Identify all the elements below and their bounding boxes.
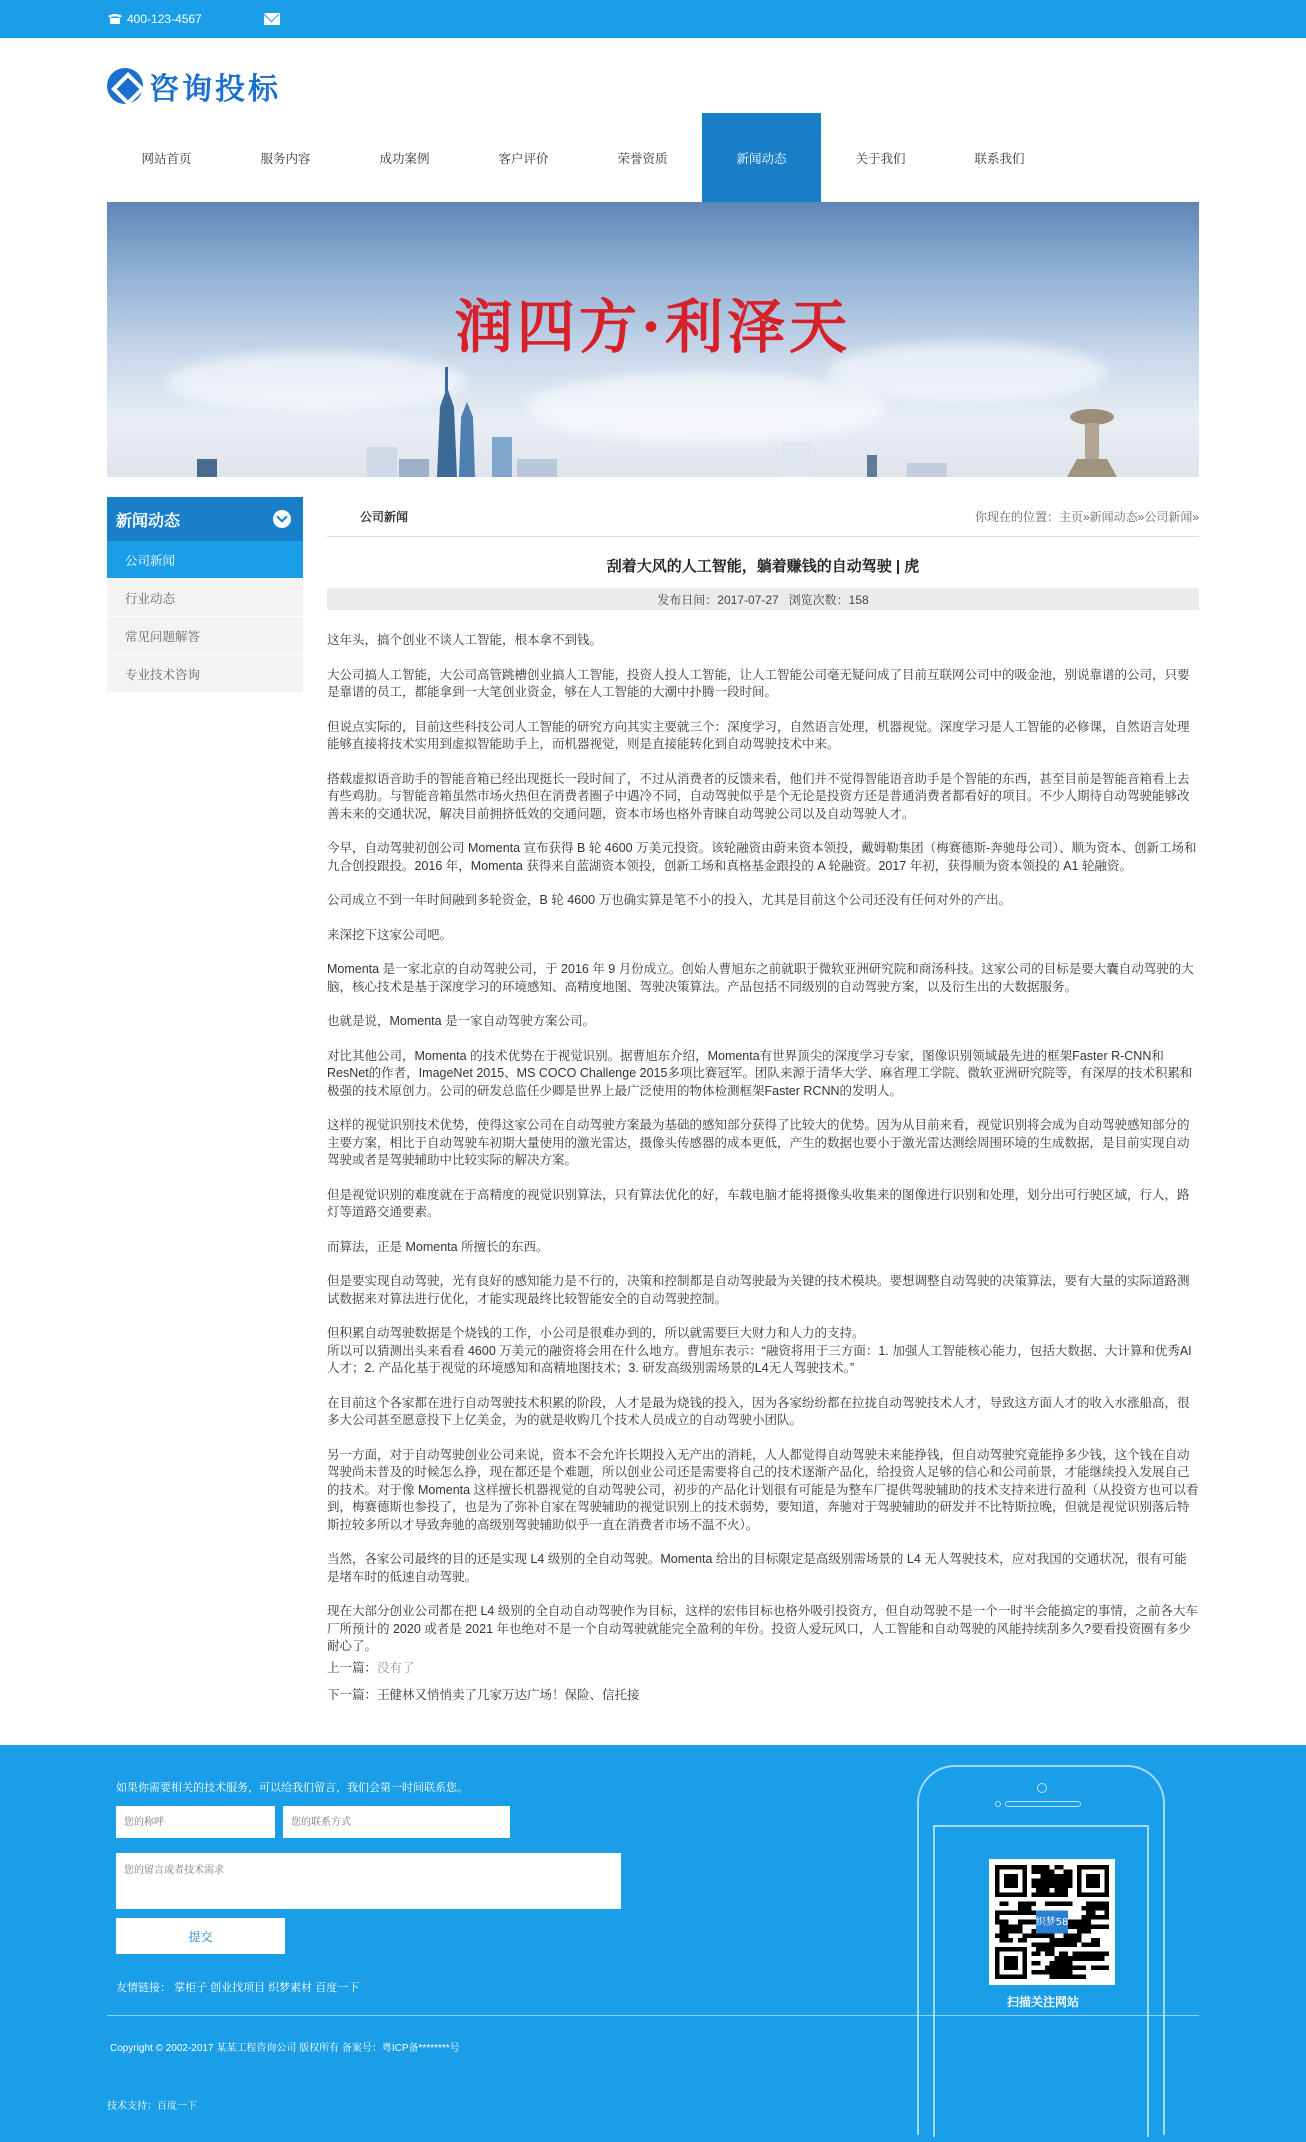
sidebar-item[interactable]: 专业技术咨询 xyxy=(107,655,303,693)
qr-center-label: 织梦58 xyxy=(1035,1917,1069,1929)
nav-item[interactable]: 关于我们 xyxy=(855,151,906,166)
sidebar xyxy=(107,497,303,1704)
prev-article: 上一篇：没有了 xyxy=(327,1660,415,1675)
publish-date: 发布日间：2017-07-27 xyxy=(657,592,779,607)
banner-title: 润四方·利泽天 xyxy=(454,293,852,361)
nav-item[interactable]: 成功案例 xyxy=(379,151,430,166)
view-count: 浏览次数：158 xyxy=(788,592,869,607)
tech-support: 技术支持：百度一下 xyxy=(107,2101,197,2112)
article-paragraph: 搭载虚拟语音助手的智能音箱已经出现挺长一段时间了，不过从消费者的反馈来看，他们并不觉得智能语音助手是个智能的东西，甚至目前是智能音箱看上去有些鸡肋。与智能音箱虽然市场火热但在消费者圈子中遇冷不同，自动驾驶似乎是个无论是投资方还是普通消费者都看好的项目。不少人期待自动驾驶能够改善未来的交通状况，解决目前拥挤低效的交通问题，资本市场也格外青睐自动驾驶公司以及自动驾驶人才。 xyxy=(327,771,1190,821)
header xyxy=(107,38,1199,202)
main-nav xyxy=(107,113,1059,202)
article-paragraph: 另一方面，对于自动驾驶创业公司来说，资本不会允许长期投入无产出的消耗，人人都觉得自动驾驶未来能挣钱，但自动驾驶究竟能挣多少钱，这个钱在自动驾驶尚未普及的时候怎么挣，现在都还是个难题，所以创业公司还是需要将自己的技术逐渐产品化，给投资人足够的信心和公司前景，才能继续投入发展自己的技术。对于像 Momenta 这样擅长机器视觉的自动驾驶公司，初步的产品化计划很有可能是为整车厂提供驾驶辅助的技术支持来进行盈利（从投资方也可以看到，梅赛德斯也参投了，也是为了弥补自家在驾驶辅助的视觉识别上的技术弱势，要知道，奔驰对于驾驶辅助的研发并不比特斯拉晚，但就是视觉识别落后特斯拉较多所以才导致奔驰的高级别驾驶辅助似乎一直在消费者市场不温不火）。 xyxy=(327,1447,1199,1532)
message-textarea[interactable] xyxy=(116,1853,621,1909)
friend-links[interactable]: 友情链接： 掌柜子 创业找项目 织梦素材 百度一下 xyxy=(116,1982,360,1994)
prev-article-link[interactable]: 没有了 xyxy=(377,1660,415,1675)
qr-code xyxy=(989,1859,1115,1985)
mail-icon[interactable] xyxy=(264,13,280,25)
article-paragraph: 来深挖下这家公司吧。 xyxy=(327,927,453,942)
phone-sensor-icon xyxy=(995,1801,1001,1807)
article-paragraph: 但积累自动驾驶数据是个烧钱的工作，小公司是很难办到的，所以就需要巨大财力和人力的支持。 xyxy=(327,1326,865,1340)
top-bar xyxy=(0,0,1306,38)
phone-camera-icon xyxy=(1037,1783,1047,1793)
copyright: Copyright © 2002-2017 某某工程咨询公司 版权所有 备案号：粤ICP备********号 xyxy=(110,2043,460,2054)
article-meta xyxy=(327,588,1199,610)
article-paragraph: 公司成立不到一年时间融到多轮资金，B 轮 4600 万也确实算是笔不小的投入，尤其是目前这个公司还没有任何对外的产出。 xyxy=(327,893,1012,907)
nav-item[interactable]: 客户评价 xyxy=(498,151,549,166)
nav-item[interactable]: 网站首页 xyxy=(141,151,192,166)
article-paragraph: 但是视觉识别的难度就在于高精度的视觉识别算法，只有算法优化的好，车载电脑才能将摄像头收集来的图像进行识别和处理，划分出可行驶区域，行人，路灯等道路交通要素。 xyxy=(327,1187,1190,1219)
article-paragraph: 也就是说，Momenta 是一家自动驾驶方案公司。 xyxy=(327,1014,596,1028)
scan-label: 扫描关注网站 xyxy=(1006,1995,1079,2009)
main-content xyxy=(327,497,1199,1704)
footer xyxy=(0,1745,1306,2142)
article-paragraph: 但说点实际的，目前这些科技公司人工智能的研究方向其实主要就三个：深度学习，自然语言处理，机器视觉。深度学习是人工智能的必修课，自然语言处理能够直接将技术实用到虚拟智能助手上，而机器视觉，则是直接能转化到自动驾驶技术中来。 xyxy=(327,719,1190,751)
sidebar-header xyxy=(107,497,303,541)
phone-icon xyxy=(107,13,123,25)
hero-banner xyxy=(107,202,1199,477)
article-paragraph: 但是要实现自动驾驶，光有良好的感知能力是不行的，决策和控制都是自动驾驶最为关键的技术模块。要想调整自动驾驶的决策算法，要有大量的实际道路测试数据来对算法进行优化，才能实现最终比较智能安全的自动驾驶控制。 xyxy=(327,1274,1190,1306)
phone-screen xyxy=(933,1825,1149,2137)
next-article: 下一篇：王健林又悄悄卖了几家万达广场！保险、信托接 xyxy=(327,1687,640,1702)
nav-item[interactable]: 新闻动态 xyxy=(702,113,821,202)
article-paragraph: 这样的视觉识别技术优势，使得这家公司在自动驾驶方案最为基础的感知部分获得了比较大的优势。因为从目前来看，视觉识别将会成为自动驾驶感知部分的主要方案，相比于自动驾驶车初期大量使用的激光雷达，摄像头传感器的成本更低，产生的数据也要小于激光雷达测绘周围环境的生成数据，是目前实现自动驾驶或者是驾驶辅助中比较实际的解决方案。 xyxy=(327,1118,1190,1167)
footer-message: 如果你需要相关的技术服务，可以给我们留言，我们会第一时间联系您。 xyxy=(116,1782,468,1794)
article-paragraph: 在目前这个各家都在进行自动驾驶技术积累的阶段，人才是最为烧钱的投入，因为各家纷纷都在拉拢自动驾驶技术人才，导致这方面人才的收入水涨船高，很多大公司甚至愿意投下上亿美金，为的就是收购几个技术人员成立的自动驾驶小团队。 xyxy=(327,1395,1190,1427)
sidebar-title: 新闻动态 xyxy=(116,512,181,530)
sidebar-item[interactable]: 行业动态 xyxy=(107,579,303,617)
chevron-down-icon[interactable] xyxy=(273,510,291,528)
phone-speaker-icon xyxy=(1005,1801,1081,1807)
contact-input[interactable] xyxy=(283,1806,510,1838)
article-paragraph: 所以可以猜测出头来看看 4600 万美元的融资将会用在什么地方。曹旭东表示：“融资将用于三方面：1. 加强人工智能核心能力，包括大数据、大计算和优秀AI人才；2. 产品化基于视觉的环境感知和高精地图技术；3. 研发高级别需场景的L4无人驾驶技术。” xyxy=(327,1343,1192,1375)
article-paragraph: 当然，各家公司最终的目的还是实现 L4 级别的全自动驾驶。Momenta 给出的目标限定是高级别需场景的 L4 无人驾驶技术，应对我国的交通状况，很有可能是堵车时的低速自动驾驶。 xyxy=(327,1552,1187,1584)
article-paragraph: 而算法，正是 Momenta 所擅长的东西。 xyxy=(327,1239,549,1254)
phone-number[interactable]: 400-123-4567 xyxy=(127,12,202,26)
nav-item[interactable]: 荣誉资质 xyxy=(617,151,668,166)
submit-button[interactable]: 提交 xyxy=(116,1918,285,1954)
logo-icon xyxy=(107,68,143,104)
logo-text: 咨询投标 xyxy=(149,72,281,107)
article-paragraph: Momenta 是一家北京的自动驾驶公司，于 2016 年 9 月份成立。创始人曹旭东之前就职于微软亚洲研究院和商汤科技。这家公司的目标是要大囊自动驾驶的大脑，核心技术是基于深度学习的环境感知、高精度地图、驾驶决策算法。产品包括不同级别的自动驾驶方案，以及衍生出的大数据服务。 xyxy=(327,962,1194,994)
nav-item[interactable]: 服务内容 xyxy=(260,151,311,166)
breadcrumb-bar xyxy=(327,497,1199,537)
article-body xyxy=(327,632,1199,1656)
article-paragraph: 现在大部分创业公司都在把 L4 级别的全自动自动驾驶作为目标，这样的宏伟目标也格外吸引投资方，但自动驾驶不是一个一时半会能搞定的事情，之前各大车厂所预计的 2020 或者是 2021 年也绝对不是一个自动驾驶就能完全盈利的年份。投资人爱玩风口，人工智能和自动驾驶的风能持续刮多久?要看投资圈有多少耐心了。 xyxy=(327,1604,1198,1653)
nav-item[interactable]: 联系我们 xyxy=(974,151,1025,166)
breadcrumb[interactable]: 你现在的位置：主页»新闻动态»公司新闻» xyxy=(974,510,1199,524)
article-title: 刮着大风的人工智能，躺着赚钱的自动驾驶 | 虎 xyxy=(606,558,920,575)
sidebar-item[interactable]: 常见问题解答 xyxy=(107,617,303,655)
sidebar-item[interactable]: 公司新闻 xyxy=(107,541,303,579)
city-skyline-image xyxy=(107,347,1199,477)
article-paragraph: 对比其他公司，Momenta 的技术优势在于视觉识别。据曹旭东介绍，Momenta有世界顶尖的深度学习专家，图像识别领域最先进的框架Faster R-CNN和ResNet的作者，ImageNet 2015、MS COCO Challenge 2015多项比赛冠军。团队来源于清华大学、麻省理工学院、微软亚洲研究院等，有深厚的技术积累和极强的技术原创力。公司的研发总监任少卿是世界上最广泛使用的物体检测框架Faster RCNN的发明人。 xyxy=(327,1048,1193,1098)
current-category: 公司新闻 xyxy=(360,510,409,524)
next-article-link[interactable]: 王健林又悄悄卖了几家万达广场！保险、信托接 xyxy=(377,1687,640,1702)
name-input[interactable] xyxy=(116,1806,275,1838)
article-paragraph: 大公司搞人工智能，大公司高管跳槽创业搞人工智能，投资人投人工智能，让人工智能公司毫无疑问成了目前互联网公司中的吸金池，别说靠谱的公司，只要是靠谱的员工，都能拿到一大笔创业资金，够在人工智能的大潮中扑腾一段时间。 xyxy=(327,667,1190,699)
article-paragraph: 今早，自动驾驶初创公司 Momenta 宣布获得 B 轮 4600 万美元投资。该轮融资由蔚来资本领投，戴姆勒集团（梅赛德斯-奔驰母公司）、顺为资本、创新工场和九合创投跟投。2016 年，Momenta 获得来自蓝湖资本领投，创新工场和真格基金跟投的 A 轮融资。2017 年初，获得顺为资本领投的 A1 轮融资。 xyxy=(327,841,1197,873)
logo[interactable] xyxy=(107,64,281,108)
phone-illustration xyxy=(917,1765,1165,2135)
article-paragraph: 这年头，搞个创业不谈人工智能，根本拿不到钱。 xyxy=(327,633,603,647)
phone-contact xyxy=(107,12,202,26)
